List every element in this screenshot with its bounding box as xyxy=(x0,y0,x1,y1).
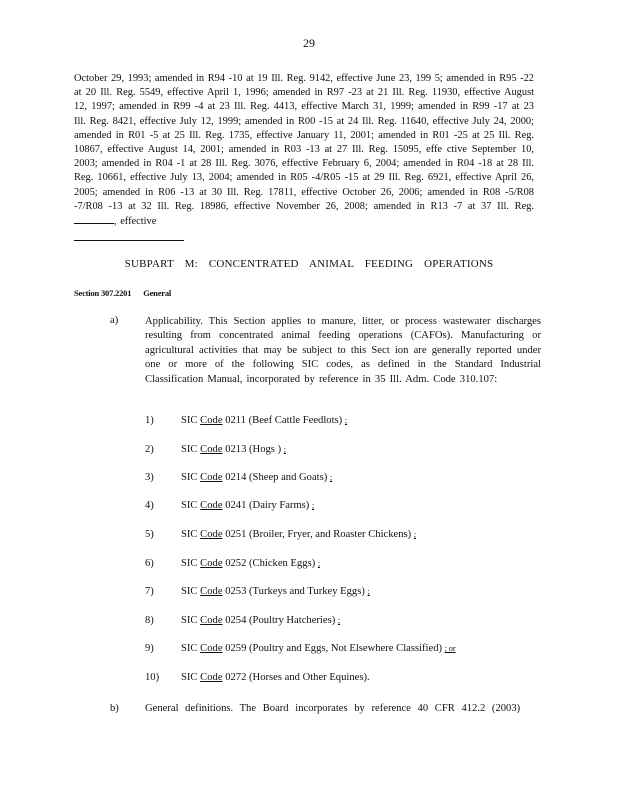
code-prefix: SIC xyxy=(181,672,198,683)
code-prefix: SIC xyxy=(181,444,198,455)
history-note xyxy=(74,72,534,229)
code-text: 0211 (Beef Cattle Feedlots) xyxy=(225,415,343,426)
subpart-title: SUBPART M: CONCENTRATED ANIMAL FEEDING OPERATIONS xyxy=(124,258,494,270)
code-word: Code xyxy=(200,615,223,626)
code-item-10 xyxy=(145,672,370,683)
section-heading xyxy=(74,288,181,298)
code-word: Code xyxy=(200,643,223,654)
para-a-label: a) xyxy=(110,315,119,326)
code-number: 7) xyxy=(145,586,154,597)
code-text: 0252 (Chicken Eggs) xyxy=(225,558,316,569)
history-tail: , effective xyxy=(114,216,157,228)
code-number: 10) xyxy=(145,672,160,683)
code-word: Code xyxy=(200,472,223,483)
code-word: Code xyxy=(200,529,223,540)
code-word: Code xyxy=(200,558,223,569)
code-item-5 xyxy=(145,529,416,540)
code-number: 2) xyxy=(145,444,154,455)
code-number: 4) xyxy=(145,500,154,511)
code-item-1 xyxy=(145,415,347,426)
code-number: 3) xyxy=(145,472,154,483)
blank-rule xyxy=(74,240,184,241)
code-mark: ; xyxy=(312,501,315,510)
code-mark: ; xyxy=(344,416,348,425)
blank-line xyxy=(74,214,114,224)
section-number: Section 307.2201 xyxy=(74,288,132,298)
code-number: 5) xyxy=(145,529,154,540)
code-item-7 xyxy=(145,586,370,597)
code-item-8 xyxy=(145,615,340,626)
code-text: 0253 (Turkeys and Turkey Eggs) xyxy=(225,586,365,597)
code-number: 8) xyxy=(145,615,154,626)
code-prefix: SIC xyxy=(181,529,198,540)
para-a-text: Applicability. This Section applies to manure, litter, or process wastewater discharges resulting from concentrated animal feeding operations (CAFOs). Manufacturing or agricultural activities that may be subject to this Sect ion are generally reported under one or more of the following SIC codes, as defined in the Standard Industrial Classification Manual, incorporated by reference in 35 Ill. Adm. Code 310.107: xyxy=(145,316,541,385)
code-prefix: SIC xyxy=(181,500,198,511)
code-text: 0259 (Poultry and Eggs, Not Elsewhere Classified) xyxy=(225,643,443,654)
code-text: 0272 (Horses and Other Equines). xyxy=(225,672,370,683)
code-mark: ; xyxy=(283,445,286,454)
code-mark: ; xyxy=(337,616,341,625)
code-mark: ; xyxy=(329,473,333,482)
code-item-4 xyxy=(145,500,314,511)
code-text: 0254 (Poultry Hatcheries) xyxy=(225,615,336,626)
code-mark: ; xyxy=(367,587,370,596)
page-number: 29 xyxy=(303,36,315,50)
code-number: 1) xyxy=(145,415,154,426)
code-number: 9) xyxy=(145,643,154,654)
code-prefix: SIC xyxy=(181,615,198,626)
code-word: Code xyxy=(200,415,223,426)
code-word: Code xyxy=(200,672,223,683)
para-b-text: General definitions. The Board incorporates by reference 40 CFR 412.2 (2003) xyxy=(145,703,521,714)
code-mark: ; xyxy=(413,530,417,539)
code-text: 0213 (Hogs ) xyxy=(225,444,282,455)
code-number: 6) xyxy=(145,558,154,569)
code-text: 0251 (Broiler, Fryer, and Roaster Chickens) xyxy=(225,529,412,540)
code-prefix: SIC xyxy=(181,586,198,597)
code-mark: ; xyxy=(317,559,321,568)
code-word: Code xyxy=(200,586,223,597)
code-item-3 xyxy=(145,472,332,483)
code-prefix: SIC xyxy=(181,558,198,569)
code-item-6 xyxy=(145,558,320,569)
code-prefix: SIC xyxy=(181,415,198,426)
code-text: 0241 (Dairy Farms) xyxy=(225,500,310,511)
code-text: 0214 (Sheep and Goats) xyxy=(225,472,328,483)
code-item-2 xyxy=(145,444,286,455)
code-prefix: SIC xyxy=(181,472,198,483)
code-item-9 xyxy=(145,643,456,654)
history-text: October 29, 1993; amended in R94 -10 at 19 Ill. Reg. 9142, effective June 23, 199 5; amended in R95 -22 at 20 Ill. Reg. 5549, effective April 1, 1996; amended in R97 -23 at 21 Ill. Reg. 11930, effective August 12, 1997; amended in R99 -4 at 23 Ill. Reg. 4413, effective March 31, 1999; amended in R99 -17 at 23 Ill. Reg. 8421, effective July 12, 1999; amended in R00 -15 at 24 Ill. Reg. 11640, effective July 24, 2000; amended in R01 -5 at 25 Ill. Reg. 1735, effective January 11, 2001; amended in R01 -25 at 25 Ill. Reg. 10867, effective August 14, 2001; amended in R03 -13 at 27 Ill. Reg. 15095, effe ctive September 10, 2003; amended in R04 -1 at 28 Ill. Reg. 3076, effective February 6, 2004; amended in R04 -18 at 28 Ill. Reg. 10661, effective July 13, 2004; amended in R05 -4/R05 -15 at 29 Ill. Reg. 6921, effective April 26, 2005; amended in R06 -13 at 30 Ill. Reg. 17811, effective October 26, 2006; amended in R08 -5/R08 -7/R08 -13 at 32 Ill. Reg. 18986, effective November 26, 2008; amended in R13 -7 at 37 Ill. Reg. xyxy=(74,73,534,212)
code-prefix: SIC xyxy=(181,643,198,654)
code-word: Code xyxy=(200,444,223,455)
para-b-label: b) xyxy=(110,703,119,714)
code-word: Code xyxy=(200,500,223,511)
code-mark: ; or xyxy=(444,644,456,653)
section-title: General xyxy=(143,288,172,298)
